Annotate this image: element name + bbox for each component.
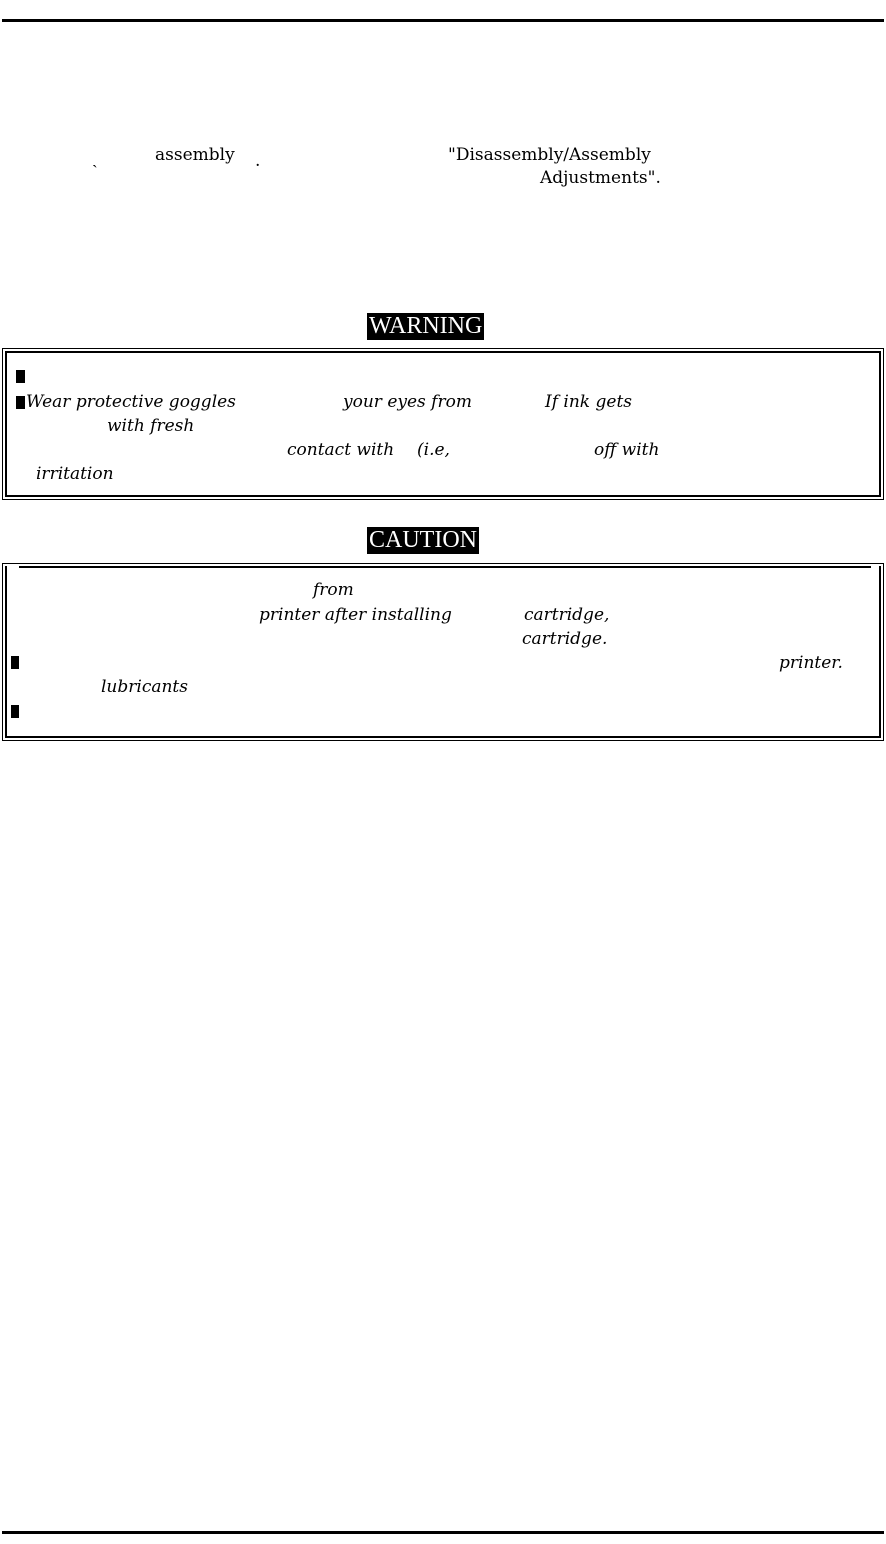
warning-text: off with — [594, 440, 660, 460]
top-rule — [2, 19, 884, 22]
warning-box — [5, 351, 881, 497]
warning-text: your eyes from — [343, 392, 472, 412]
intro-fragment: assembly — [155, 145, 235, 165]
warning-text: Wear protective goggles — [26, 392, 236, 412]
warning-text: If ink gets — [545, 392, 633, 412]
bullet-icon — [16, 396, 25, 409]
warning-text: contact with — [287, 440, 395, 460]
warning-label: WARNING — [369, 313, 483, 339]
bullet-icon — [16, 370, 25, 383]
bullet-icon — [11, 705, 19, 718]
caution-text: lubricants — [101, 677, 188, 697]
warning-text: with fresh — [107, 416, 195, 436]
intro-fragment: ˏ — [92, 149, 98, 169]
caution-text: cartridge. — [522, 629, 608, 649]
bullet-icon — [11, 656, 19, 669]
warning-text: irritation — [36, 464, 114, 484]
caution-text: cartridge, — [524, 605, 610, 625]
warning-text: (i.e, — [417, 440, 450, 460]
intro-fragment: Adjustments". — [540, 168, 661, 188]
caution-label: CAUTION — [369, 527, 477, 553]
caution-box — [5, 566, 881, 738]
caution-inner-rule — [19, 566, 871, 568]
bottom-rule — [2, 1531, 884, 1534]
caution-text: from — [313, 580, 354, 600]
intro-fragment: "Disassembly/Assembly — [448, 145, 651, 165]
caution-text: printer. — [779, 653, 843, 673]
intro-fragment: . — [255, 151, 261, 171]
caution-text: printer after installing — [259, 605, 452, 625]
